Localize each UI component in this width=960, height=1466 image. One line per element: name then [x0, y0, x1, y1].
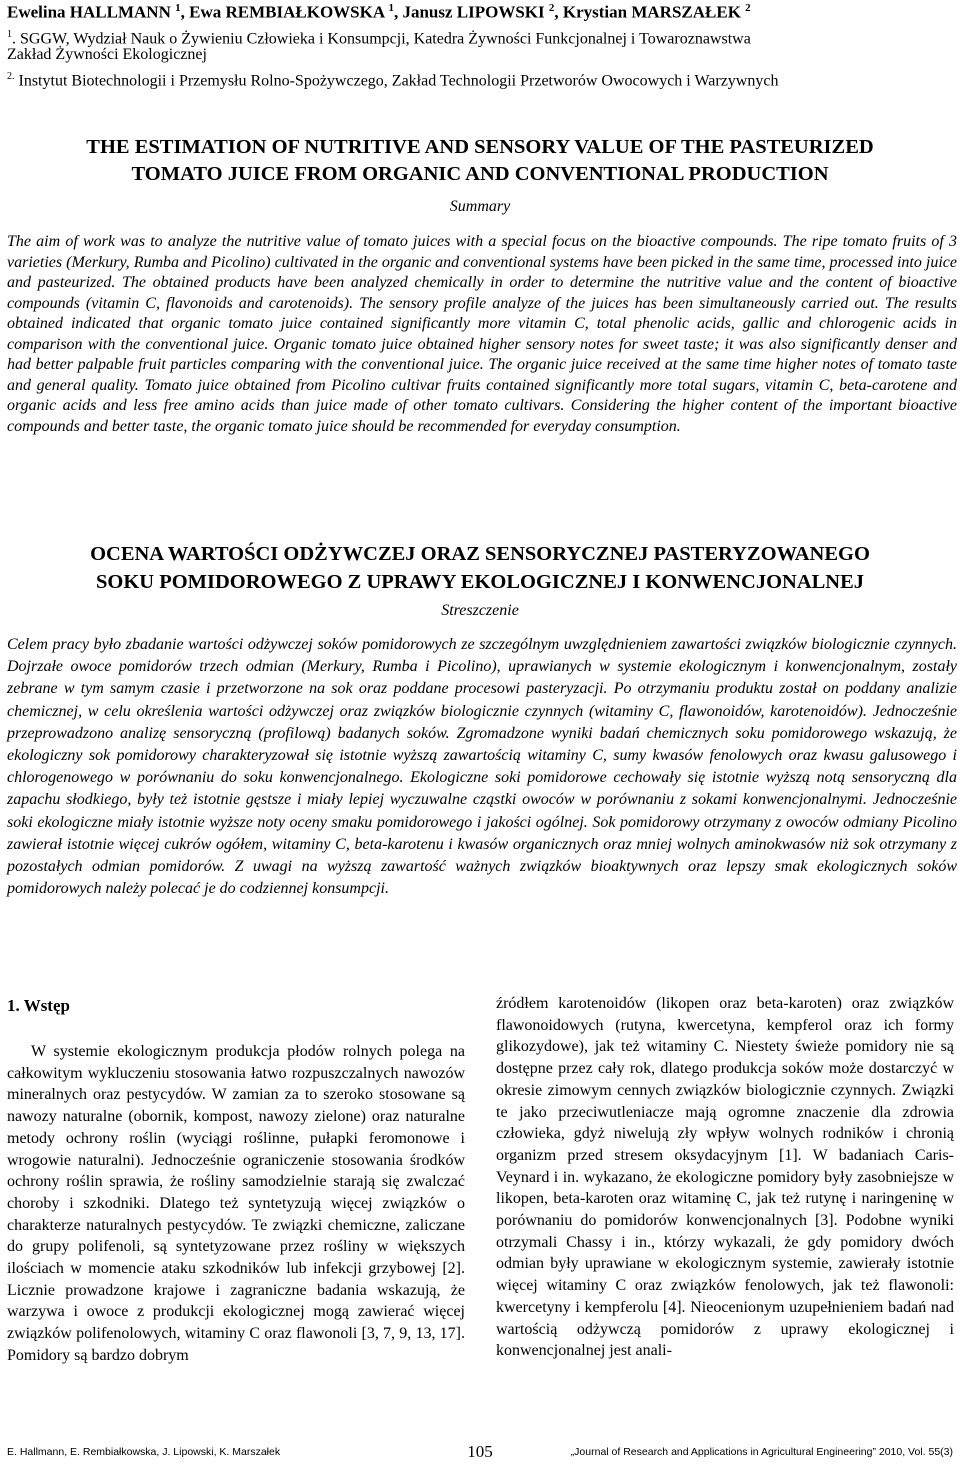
- affiliation-2: $^{2.}$ Instytut Biotechnologii i Przemysłu Rolno-Spożywczego, Zakład Technologii Przetworów Owocowych i Warzywnych: [7, 71, 779, 90]
- affiliation-1: $^1$. SGGW, Wydział Nauk o Żywieniu Człowieka i Konsumpcji, Katedra Żywności Funkcjonalnej i Towaroznawstwa: [7, 29, 751, 48]
- affiliation-1-continued: Zakład Żywności Ekologicznej: [7, 46, 207, 63]
- footer-journal: „Journal of Research and Applications in Agricultural Engineering” 2010, Vol. 55(3): [570, 1446, 953, 1458]
- body-column-right: źródłem karotenoidów (likopen oraz beta-karoten) oraz związków flawonoidowych (rutyna, kwercetyna, kempferol oraz ich formy glikozydowe), jak też witaminy C. Niestety świeże pomidory nie są dostępne przez cały rok, dlatego produkcja soków może dostarczyć w okresie zimowym cennych związków biologicznie czynnych. Związki te jako przeciwutleniacze mają ogromne znaczenie dla zdrowia człowieka, gdyż niwelują zły wpływ wolnych rodników i chronią organizm przed stresem oksydacyjnym [1]. W badaniach Caris-Veynard i in. wykazano, że ekologiczne pomidory były zasobniejsze w likopen, beta-karoten oraz witaminę C, jak też rutynę i naringeninę w porównaniu do pomidorów konwencjonalnych [3]. Podobne wyniki otrzymali Chassy i in., którzy wykazali, że gdy pomidory dwóch odmian były uprawiane w ekologicznym systemie, zawierały istotnie więcej witaminy C oraz związków fenolowych, jak też flawonoli: kwercetyny i kempferolu [4]. Nieocenionym uzupełnieniem badań nad wartością odżywczą pomidorów z uprawy ekologicznej i konwencjonalnej jest anali-: [496, 995, 954, 1360]
- streszczenie-heading: Streszczenie: [441, 602, 519, 619]
- authors-line: Ewelina HALLMANN $^1$, Ewa REMBIAŁKOWSKA $^1$, Janusz LIPOWSKI $^2$, Krystian MARSZAŁEK $^2$: [7, 2, 751, 22]
- footer-authors: E. Hallmann, E. Rembiałkowska, J. Lipowski, K. Marszałek: [7, 1446, 281, 1458]
- section-heading: 1. Wstęp: [7, 996, 70, 1015]
- polish-abstract: Celem pracy było zbadanie wartości odżywczej soków pomidorowych ze szczególnym uwzględnieniem zawartości związków biologicznie czynnych. Dojrzałe owoce pomidorów trzech odmian (Merkury, Rumba i Picolino), uprawianych w systemie ekologicznym i konwencjonalnym, zostały zebrane w tym samym czasie i przetworzone na sok oraz poddane procesowi pasteryzacji. Po otrzymaniu produktu został on poddany analizie chemicznej, w celu określenia wartości odżywczej oraz związków biologicznie czynnych (witaminy C, flawonoidów, karotenoidów). Jednocześnie przeprowadzono analizę sensoryczną (profilową) badanych soków. Zgromadzone wyniki badań chemicznych soku pomidorowego wskazują, że ekologiczny sok pomidorowy charakteryzował się istotnie wyższą zawartością witaminy C, sumy kwasów fenolowych oraz kwasu galusowego i chlorogenowego w porównaniu do soku konwencjonalnego. Ekologiczne soki pomidorowe cechowały się istotnie wyższą notą sensoryczną dla zapachu słodkiego, były też istotnie gęstsze i miały lepiej wyczuwalne cząstki owoców w porównaniu z sokami konwencjonalnymi. Jednocześnie soki ekologiczne miały istotnie wyższe noty oceny smaku pomidorowego i jakości ogólnej. Sok pomidorowy otrzymany z owoców odmiany Picolino zawierał istotnie więcej cukrów ogółem, witaminy C, beta-karotenu i kwasów organicznych oraz mniej wolnych aminokwasów niż sok otrzymany z pozostałych odmian pomidorów. Z uwagi na wyższą zawartość ważnych związków bioaktywnych oraz lepszy smak ekologicznych soków pomidorowych należy polecać je do codziennej konsumpcji.: [7, 636, 957, 898]
- english-title: THE ESTIMATION OF NUTRITIVE AND SENSORY VALUE OF THE PASTEURIZED TOMATO JUICE FROM ORGANIC AND CONVENTIONAL PRODUCTION: [86, 136, 874, 185]
- english-abstract: The aim of work was to analyze the nutritive value of tomato juices with a special focus on the bioactive compounds. The ripe tomato fruits of 3 varieties (Merkury, Rumba and Picolino) cultivated in the organic and conventional systems have been picked in the same time, processed into juice and pasteurized. The obtained products have been analyzed chemically in order to determine the nutritive value and the content of bioactive compounds (vitamin C, flavonoids and carotenoids). The sensory profile analyze of the juices has been simultaneously carried out. The results obtained indicated that organic tomato juice contained significantly more vitamin C, total phenolic acids, gallic and chlorogenic acids in comparison with the conventional juice. Organic tomato juice obtained higher sensory notes for sweet taste; it was also significantly denser and had better palpable fruit particles comparing with the conventional juice. The organic juice received at the same time higher notes of tomato taste and general quality. Tomato juice obtained from Picolino cultivar fruits contained significantly more total sugars, vitamin C, beta-carotene and organic acids and less free amino acids than juice made of other tomato cultivars. Considering the higher content of the important bioactive compounds and better taste, the organic tomato juice should be recommended for everyday consumption.: [7, 233, 957, 435]
- polish-title: OCENA WARTOŚCI ODŻYWCZEJ ORAZ SENSORYCZNEJ PASTERYZOWANEGO SOKU POMIDOROWEGO Z UPRAWY EKOLOGICZNEJ I KONWENCJONALNEJ: [90, 543, 870, 593]
- body-column-left: W systemie ekologicznym produkcja płodów rolnych polega na całkowitym wykluczeniu stosowania łatwo rozpuszczalnych nawozów mineralnych oraz pestycydów. W zamian za to szeroko stosowane są nawozy naturalne (obornik, kompost, nawozy zielone) oraz naturalne metody ochrony roślin (wyciągi roślinne, pułapki feromonowe i wrogowie naturalni). Jednocześnie ograniczenie stosowania środków ochrony roślin sprawia, że rośliny samodzielnie starają się zwalczać choroby i szkodniki. Dlatego też syntetyzują więcej związków o charakterze naturalnych pestycydów. Te związki chemiczne, zaliczane do grupy polifenoli, są syntetyzowane przez rośliny w większych ilościach w momencie ataku szkodników lub infekcji grzybowej [2]. Licznie prowadzone krajowe i zagraniczne badania wskazują, że warzywa i owoce z produkcji ekologicznej mogą zawierać więcej związków polifenolowych, witaminy C oraz flawonoli [3, 7, 9, 13, 17]. Pomidory są bardzo dobrym: [7, 1043, 465, 1364]
- summary-heading: Summary: [449, 198, 511, 215]
- page-number: 105: [467, 1442, 493, 1461]
